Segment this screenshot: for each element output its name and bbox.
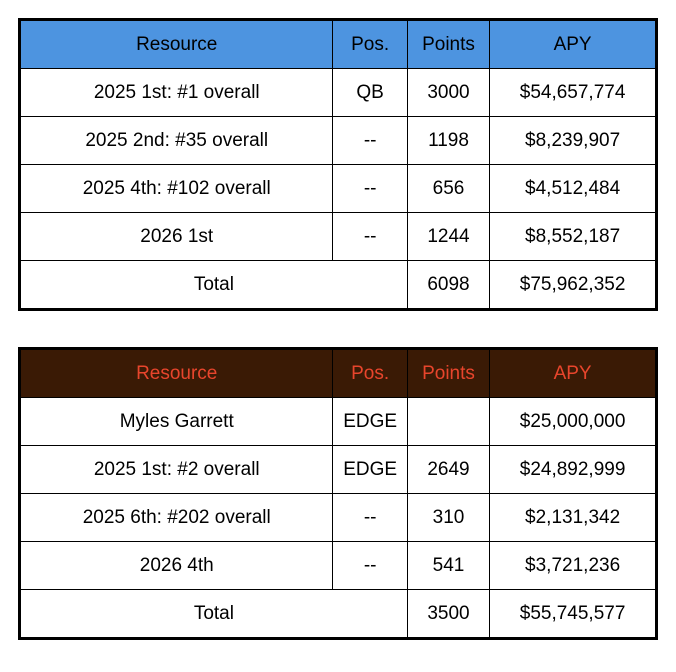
cell-points: 310	[407, 494, 489, 542]
table-row	[20, 117, 657, 165]
cell-resource: 2025 1st: #2 overall	[20, 446, 333, 494]
cell-resource: Myles Garrett	[20, 398, 333, 446]
cell-points: 3000	[407, 69, 489, 117]
cell-apy: $8,239,907	[490, 117, 657, 165]
cell-total-label: Total	[20, 590, 408, 639]
cell-total-label: Total	[20, 261, 408, 310]
column-header-points: Points	[407, 349, 489, 398]
column-header-resource: Resource	[20, 349, 333, 398]
cell-total-points: 6098	[407, 261, 489, 310]
table-header-row	[20, 349, 657, 398]
cell-pos: EDGE	[333, 446, 407, 494]
cell-total-apy: $75,962,352	[490, 261, 657, 310]
cell-points: 1198	[407, 117, 489, 165]
table-row	[20, 213, 657, 261]
table-total-row	[20, 261, 657, 310]
trade-package-table-1	[18, 18, 658, 311]
table-spacer	[18, 311, 658, 347]
cell-pos: --	[333, 494, 407, 542]
table-row	[20, 446, 657, 494]
cell-pos: --	[333, 213, 407, 261]
cell-total-apy: $55,745,577	[490, 590, 657, 639]
cell-points: 1244	[407, 213, 489, 261]
cell-apy: $4,512,484	[490, 165, 657, 213]
table-total-row	[20, 590, 657, 639]
column-header-pos: Pos.	[333, 20, 407, 69]
cell-apy: $3,721,236	[490, 542, 657, 590]
cell-resource: 2025 6th: #202 overall	[20, 494, 333, 542]
cell-resource: 2026 1st	[20, 213, 333, 261]
cell-apy: $2,131,342	[490, 494, 657, 542]
table-row	[20, 494, 657, 542]
table-row	[20, 542, 657, 590]
cell-pos: QB	[333, 69, 407, 117]
cell-resource: 2026 4th	[20, 542, 333, 590]
column-header-apy: APY	[490, 349, 657, 398]
cell-points	[407, 398, 489, 446]
cell-apy: $25,000,000	[490, 398, 657, 446]
cell-pos: EDGE	[333, 398, 407, 446]
cell-apy: $8,552,187	[490, 213, 657, 261]
cell-pos: --	[333, 542, 407, 590]
column-header-points: Points	[407, 20, 489, 69]
cell-pos: --	[333, 117, 407, 165]
cell-pos: --	[333, 165, 407, 213]
cell-points: 656	[407, 165, 489, 213]
cell-resource: 2025 4th: #102 overall	[20, 165, 333, 213]
column-header-resource: Resource	[20, 20, 333, 69]
cell-apy: $54,657,774	[490, 69, 657, 117]
cell-total-points: 3500	[407, 590, 489, 639]
trade-package-table-2	[18, 347, 658, 640]
cell-resource: 2025 2nd: #35 overall	[20, 117, 333, 165]
column-header-apy: APY	[490, 20, 657, 69]
table-row	[20, 165, 657, 213]
cell-points: 541	[407, 542, 489, 590]
column-header-pos: Pos.	[333, 349, 407, 398]
cell-resource: 2025 1st: #1 overall	[20, 69, 333, 117]
cell-points: 2649	[407, 446, 489, 494]
table-row	[20, 398, 657, 446]
table-header-row	[20, 20, 657, 69]
cell-apy: $24,892,999	[490, 446, 657, 494]
table-row	[20, 69, 657, 117]
